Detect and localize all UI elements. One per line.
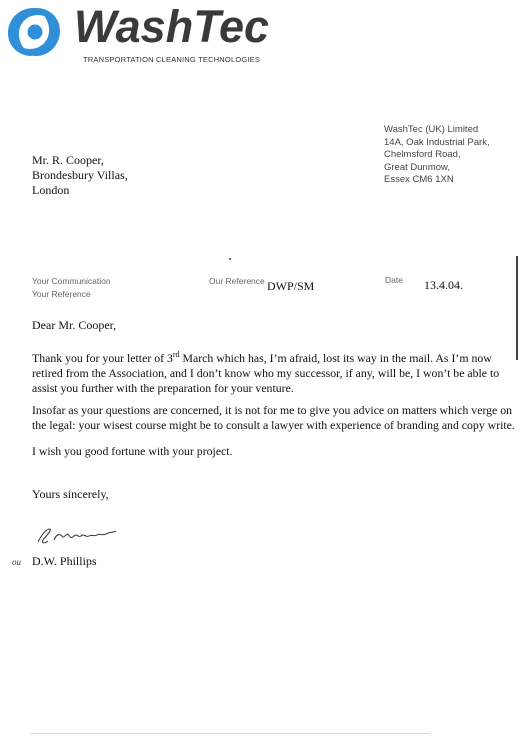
paragraph-line: retired from the Association, and I don’t know who my successor, if any, will be, I won’t be able to bbox=[32, 365, 500, 380]
handwritten-signature-icon bbox=[34, 524, 124, 548]
paragraph-1 bbox=[32, 347, 522, 396]
paragraph-2 bbox=[32, 403, 522, 433]
paragraph-line: assist you further with the preparation for your venture. bbox=[32, 380, 294, 395]
sender-address bbox=[384, 124, 490, 187]
paragraph-3 bbox=[32, 444, 522, 459]
paragraph-line: Insofar as your questions are concerned, it is not for me to give you advice on matters which verge on bbox=[32, 403, 513, 417]
company-tagline: TRANSPORTATION CLEANING TECHNOLOGIES bbox=[83, 55, 261, 64]
recipient-address-line: Mr. R. Cooper, bbox=[32, 153, 104, 167]
sender-address-line: 14A, Oak Industrial Park, bbox=[384, 136, 490, 148]
paragraph-text: Thank you for your letter of 3 bbox=[32, 350, 173, 365]
scan-artifact-line bbox=[30, 733, 430, 734]
our-reference-label: Our Reference bbox=[209, 276, 265, 286]
your-communication-label: Your Communication bbox=[32, 276, 111, 286]
recipient-address-line: London bbox=[32, 183, 70, 197]
per-procurationem-mark: ou bbox=[12, 557, 21, 567]
closing: Yours sincerely, bbox=[32, 487, 109, 501]
our-reference-value: DWP/SM bbox=[267, 279, 315, 293]
salutation: Dear Mr. Cooper, bbox=[32, 318, 117, 332]
washtec-logo-mark-icon bbox=[4, 4, 64, 60]
signer-name: D.W. Phillips bbox=[32, 554, 97, 568]
paragraph-line: I wish you good fortune with your project. bbox=[32, 444, 233, 458]
ordinal-suffix: rd bbox=[172, 350, 180, 359]
sender-address-line: Great Dunmow, bbox=[384, 161, 450, 173]
sender-address-line: Essex CM6 1XN bbox=[384, 174, 454, 185]
paragraph-line bbox=[32, 347, 522, 366]
date-value: 13.4.04. bbox=[424, 278, 463, 292]
paragraph-line: the legal: your wisest course might be to consult a lawyer with experience of branding and copy write. bbox=[32, 418, 515, 432]
ink-speck bbox=[229, 258, 231, 260]
sender-address-line: WashTec (UK) Limited bbox=[384, 124, 479, 135]
washtec-wordmark: WashTec bbox=[74, 1, 270, 52]
recipient-address-line: Brondesbury Villas, bbox=[32, 168, 128, 182]
paragraph-text: March which has, I’m afraid, lost its way in the mail. As I’m now bbox=[179, 350, 492, 365]
date-label: Date bbox=[385, 275, 403, 285]
scan-edge-mark bbox=[516, 256, 518, 360]
sender-address-line: Chelmsford Road, bbox=[384, 149, 461, 160]
recipient-address bbox=[32, 153, 128, 198]
your-reference-label: Your Reference bbox=[32, 289, 91, 299]
